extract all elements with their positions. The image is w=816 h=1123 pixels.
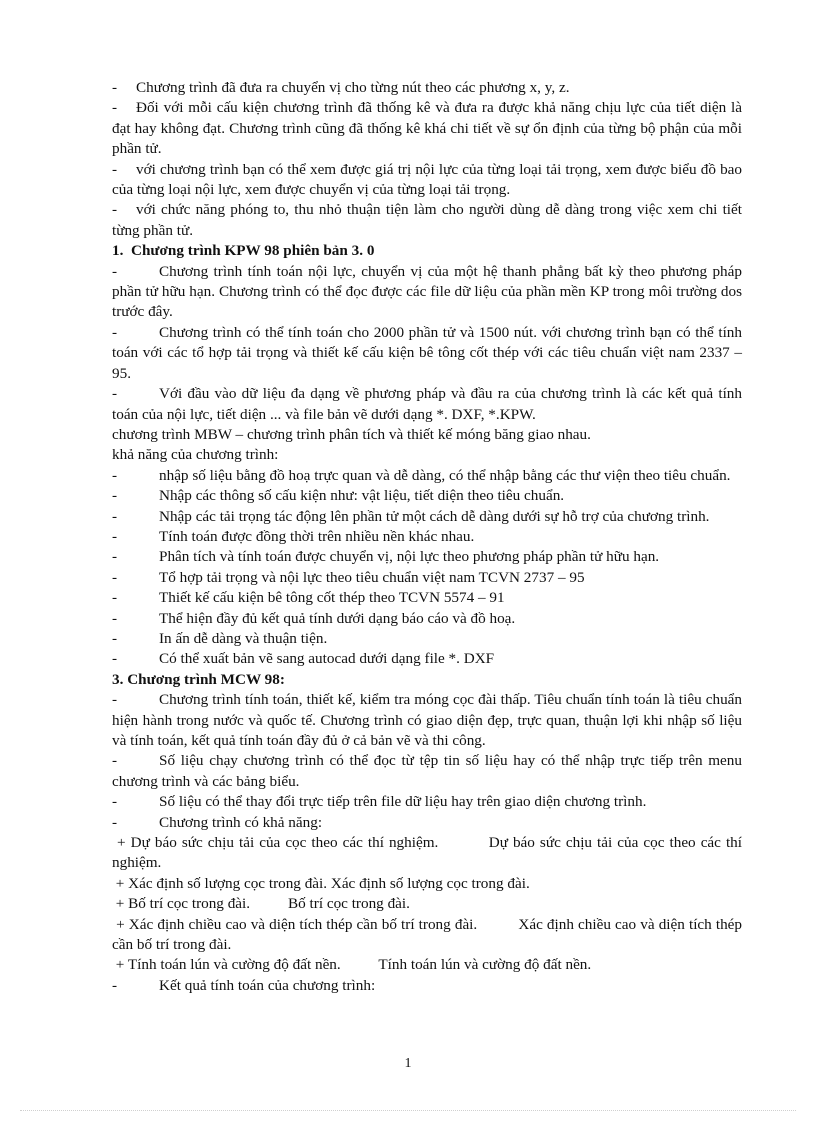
paragraph-text: + Dự báo sức chịu tải của cọc theo các thí nghiệm. Dự báo sức chịu tải của cọc theo các thí nghiệm. [112,834,746,872]
bullet-paragraph [112,813,742,833]
page-bottom-border [20,1110,796,1111]
paragraph-text: Nhập các thông số cấu kiện như: vật liệu, tiết diện theo tiêu chuẩn. [159,487,565,505]
paragraph-text: Chương trình có khả năng: [159,813,323,831]
paragraph-text: Số liệu có thể thay đổi trực tiếp trên file dữ liệu hay trên giao diện chương trình. [159,793,647,811]
bullet-dash: - [112,262,118,280]
paragraph-text: Với đầu vào dữ liệu đa dạng về phương pháp và đầu ra của chương trình là các kết quả tính toán của nội lực, tiết diện ... và file bản vẽ dưới dạng *. DXF, *.KPW. [112,385,746,423]
bullet-paragraph [112,98,746,159]
paragraph [112,894,742,914]
paragraph [112,915,746,956]
bullet-paragraph [112,792,742,812]
page-number: 1 [404,1056,412,1071]
bullet-dash: - [112,976,118,994]
bullet-dash: - [112,160,118,178]
bullet-dash: - [112,201,118,219]
bullet-dash: - [112,79,118,96]
paragraph [112,874,742,894]
bullet-paragraph [112,690,746,751]
bullet-paragraph [112,976,742,996]
bullet-dash: - [112,527,118,545]
paragraph [112,425,742,445]
paragraph-text: Đối với mỗi cấu kiện chương trình đã thống kê và đưa ra được khả năng chịu lực của tiết diện là đạt hay không đạt. Chương trình cũng đã thống kê khá chi tiết về sự ổn định của từng bộ phận của mỗi phần tử. [112,99,746,158]
bullet-paragraph [112,751,746,792]
paragraph-text: nhập số liệu bằng đồ hoạ trực quan và dễ dàng, có thể nhập bằng các thư viện theo tiêu chuẩn. [159,466,731,484]
paragraph-text: + Tính toán lún và cường độ đất nền. Tính toán lún và cường độ đất nền. [112,956,592,974]
paragraph-text: Chương trình có thể tính toán cho 2000 phần tử và 1500 nút. với chương trình bạn có thể tính toán với các tổ hợp tải trọng và thiết kế cấu kiện bê tông cốt thép với các tiêu chuẩn việt nam 2337 – 95. [112,323,746,382]
paragraph [112,445,742,465]
paragraph-text: với chương trình bạn có thể xem được giá trị nội lực của từng loại tải trọng, xem được biểu đồ bao của từng loại nội lực, xem được chuyển vị của từng loại tải trọng. [112,160,746,199]
bullet-dash: - [112,507,118,525]
bullet-dash: - [112,323,118,341]
paragraph [112,955,742,975]
paragraph-text: với chức năng phóng to, thu nhỏ thuận tiện làm cho người dùng dễ dàng trong việc xem chi tiết từng phần tử. [112,201,746,239]
bullet-dash: - [112,99,118,117]
bullet-paragraph [112,588,742,608]
bullet-dash: - [112,793,118,811]
paragraph-text: khả năng của chương trình: [112,446,279,464]
bullet-paragraph [112,527,742,547]
bullet-paragraph [112,547,742,567]
paragraph-text: Tính toán được đồng thời trên nhiều nền khác nhau. [159,527,475,545]
paragraph-text: Tổ hợp tải trọng và nội lực theo tiêu chuẩn việt nam TCVN 2737 – 95 [159,568,585,586]
bullet-dash: - [112,752,118,770]
paragraph [112,833,746,874]
bullet-paragraph [112,262,746,323]
bullet-dash: - [112,691,118,709]
bullet-paragraph [112,609,742,629]
bullet-dash: - [112,385,118,403]
bullet-paragraph [112,486,742,506]
paragraph-text: Phân tích và tính toán được chuyển vị, nội lực theo phương pháp phần tử hữu hạn. [159,548,660,566]
bullet-dash: - [112,589,118,607]
bullet-dash: - [112,629,118,647]
bullet-paragraph [112,200,746,241]
paragraph-text: Thiết kế cấu kiện bê tông cốt thép theo TCVN 5574 – 91 [159,589,505,607]
bullet-dash: - [112,548,118,566]
paragraph-text: + Xác định chiều cao và diện tích thép cần bố trí trong đài. Xác định chiều cao và diện tích thép cần bố trí trong đài. [112,915,746,954]
bullet-paragraph [112,507,742,527]
bullet-paragraph [112,78,742,98]
paragraph-text: Thể hiện đầy đủ kết quả tính dưới dạng báo cáo và đồ hoạ. [159,609,516,627]
paragraph-text: chương trình MBW – chương trình phân tích và thiết kế móng băng giao nhau. [112,425,591,443]
paragraph-text: Có thể xuất bản vẽ sang autocad dưới dạng file *. DXF [159,650,495,668]
document-body [112,78,746,996]
bullet-dash: - [112,487,118,505]
paragraph-text: In ấn dễ dàng và thuận tiện. [159,629,328,647]
bullet-paragraph [112,384,746,425]
section-heading [112,241,742,261]
bullet-paragraph [112,466,742,486]
bullet-dash: - [112,568,118,586]
bullet-dash: - [112,813,118,831]
paragraph-text: Chương trình tính toán, thiết kế, kiểm tra móng cọc đài thấp. Tiêu chuẩn tính toán là tiêu chuẩn hiện hành trong nước và quốc tế. Chương trình có giao diện đẹp, trực quan, thuận lợi khi nhập số liệu và tính toán, kết quả tính toán đầy đủ ở cả bản vẽ và thi công. [112,691,746,749]
paragraph-text: Chương trình tính toán nội lực, chuyển vị của một hệ thanh phẳng bất kỳ theo phương pháp phần tử hữu hạn. Chương trình có thể đọc được các file dữ liệu của phần mền KP trong môi trường dos trước đây. [112,262,746,321]
bullet-paragraph [112,160,746,201]
bullet-paragraph [112,629,742,649]
bullet-dash: - [112,650,118,668]
paragraph-text: Nhập các tải trọng tác động lên phần tử một cách dễ dàng dưới sự hỗ trợ của chương trình. [159,507,710,525]
paragraph-text: + Xác định số lượng cọc trong đài. Xác định số lượng cọc trong đài. [112,874,530,892]
section-heading-text: 1. Chương trình KPW 98 phiên bản 3. 0 [112,242,375,260]
bullet-paragraph [112,649,742,669]
section-heading [112,670,742,690]
bullet-paragraph [112,568,742,588]
bullet-paragraph [112,323,746,384]
paragraph-text: Số liệu chạy chương trình có thể đọc từ tệp tin số liệu hay có thể nhập trực tiếp trên menu chương trình và các bảng biểu. [112,752,746,790]
paragraph-text: Kết quả tính toán của chương trình: [159,976,376,994]
paragraph-text: + Bố trí cọc trong đài. Bố trí cọc trong đài. [112,895,410,913]
paragraph-text: Chương trình đã đưa ra chuyển vị cho từng nút theo các phương x, y, z. [136,79,570,96]
bullet-dash: - [112,609,118,627]
section-heading-text: 3. Chương trình MCW 98: [112,670,285,688]
bullet-dash: - [112,466,118,484]
